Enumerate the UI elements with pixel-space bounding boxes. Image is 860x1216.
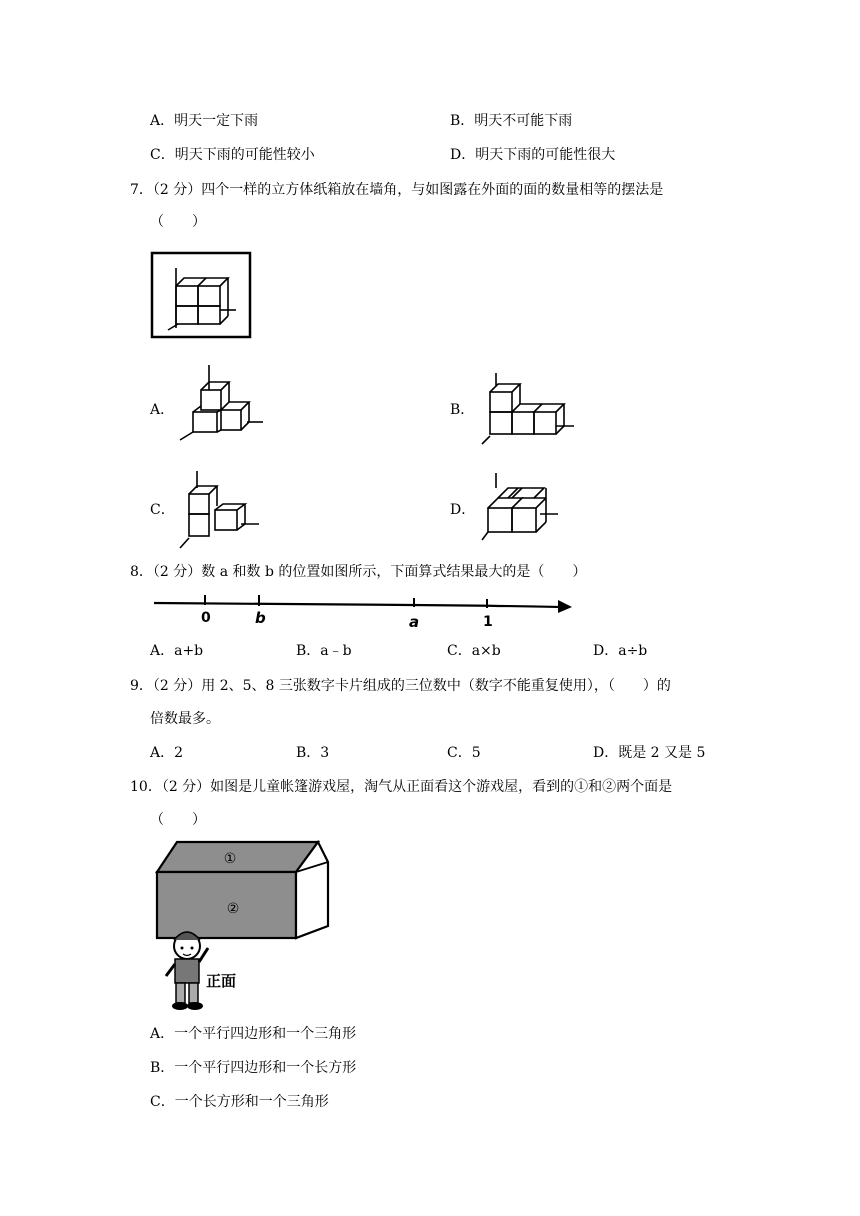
face-2-label: ② bbox=[226, 901, 240, 917]
q10-option-a: A．一个平行四边形和一个三角形 bbox=[150, 1026, 357, 1042]
q9-stem-continued: 倍数最多。 bbox=[150, 711, 220, 727]
tick-label-1: 1 bbox=[483, 614, 493, 630]
q9-stem: 9．（2 分）用 2、5、8 三张数字卡片组成的三位数中（数字不能重复使用），（ ）的 bbox=[130, 678, 671, 694]
q9-option-a: A．2 bbox=[150, 745, 184, 761]
face-1-label: ① bbox=[223, 851, 237, 867]
q7-option-b-figure bbox=[478, 368, 578, 448]
q6-option-c: C．明天下雨的可能性较小 bbox=[150, 147, 315, 163]
tick-label-a: a bbox=[409, 613, 420, 631]
q7-option-c-figure bbox=[175, 468, 265, 553]
q8-number-line bbox=[150, 590, 580, 632]
q7-option-d-label: D． bbox=[450, 502, 476, 518]
q10-stem: 10．（2 分）如图是儿童帐篷游戏屋，淘气从正面看这个游戏屋，看到的①和②两个面是 bbox=[130, 779, 673, 795]
q8-stem: 8．（2 分）数 a 和数 b 的位置如图所示，下面算式结果最大的是（ ） bbox=[130, 564, 587, 580]
q8-option-b: B．a﹣b bbox=[296, 643, 352, 659]
child-figure bbox=[166, 932, 208, 1010]
q7-option-d-figure bbox=[478, 470, 568, 545]
q7-option-b-label: B． bbox=[450, 402, 475, 418]
q10-paren: （ ） bbox=[150, 812, 206, 828]
q7-reference-figure bbox=[150, 250, 255, 340]
q7-paren: （ ） bbox=[150, 214, 206, 230]
q8-option-c: C．a×b bbox=[447, 643, 501, 659]
q8-option-a: A．a+b bbox=[150, 643, 204, 659]
q6-option-a: A．明天一定下雨 bbox=[150, 113, 259, 129]
tick-label-b: b bbox=[255, 609, 266, 627]
q9-option-b: B．3 bbox=[296, 745, 330, 761]
q10-tent-figure bbox=[150, 836, 335, 1016]
q7-option-a-figure bbox=[175, 360, 270, 445]
q10-option-c: C．一个长方形和一个三角形 bbox=[150, 1094, 329, 1110]
q7-option-a-label: A． bbox=[150, 402, 175, 418]
front-label: 正面 bbox=[206, 972, 237, 990]
q6-option-b: B．明天不可能下雨 bbox=[450, 113, 573, 129]
q10-option-b: B．一个平行四边形和一个长方形 bbox=[150, 1060, 357, 1076]
tick-label-0: 0 bbox=[201, 610, 211, 626]
q9-option-c: C．5 bbox=[447, 745, 481, 761]
q8-option-d: D．a÷b bbox=[593, 643, 648, 659]
q7-option-c-label: C． bbox=[150, 502, 175, 518]
q9-option-d: D．既是 2 又是 5 bbox=[593, 745, 706, 761]
q7-stem: 7．（2 分）四个一样的立方体纸箱放在墙角，与如图露在外面的面的数量相等的摆法是 bbox=[130, 182, 664, 198]
q6-option-d: D．明天下雨的可能性很大 bbox=[450, 147, 616, 163]
